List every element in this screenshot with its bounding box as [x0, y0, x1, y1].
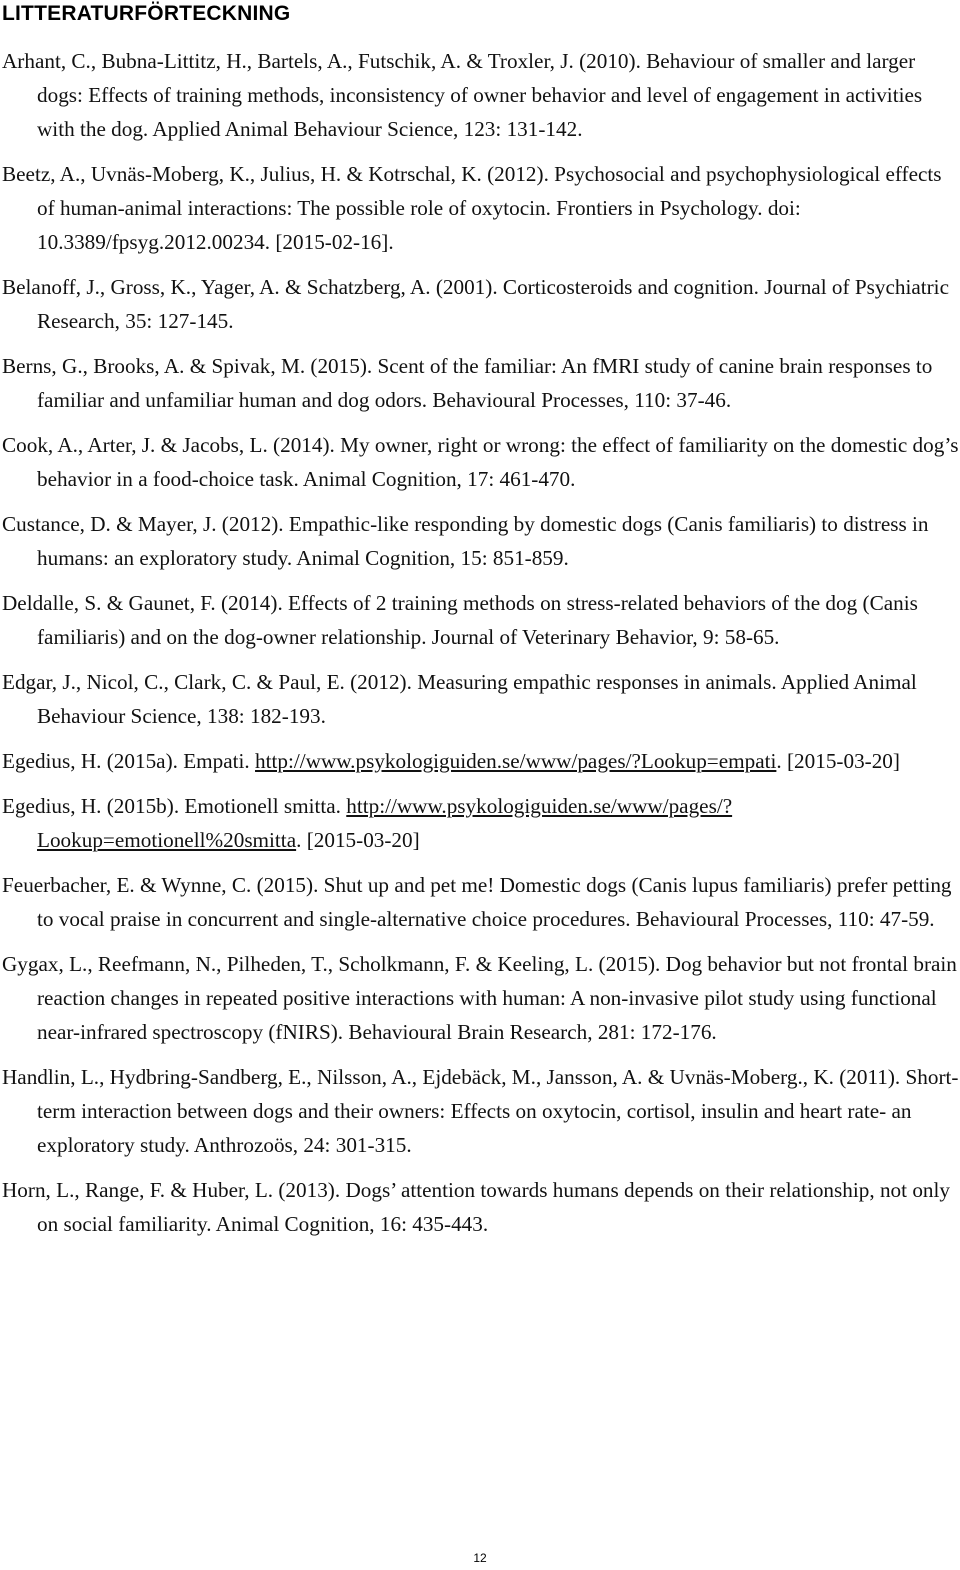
reference-edgar-2012: Edgar, J., Nicol, C., Clark, C. & Paul, E. (2012). Measuring empathic responses in animals. Applied Animal Behaviour Science, 138: 182-193.	[2, 670, 917, 728]
reference-text: . [2015-03-20]	[296, 828, 420, 852]
reference-horn-2013: Horn, L., Range, F. & Huber, L. (2013). Dogs’ attention towards humans depends on their relationship, not only on social familiarity. Animal Cognition, 16: 435-443.	[2, 1178, 950, 1236]
page-heading: LITTERATURFÖRTECKNING	[2, 2, 291, 25]
reference-link-emotionell-smitta[interactable]: http://www.psykologiguiden.se/www/pages/?Lookup=emotionell%20smitta	[37, 794, 733, 852]
reference-text: . [2015-03-20]	[776, 749, 900, 773]
reference-beetz-2012: Beetz, A., Uvnäs-Moberg, K., Julius, H. & Kotrschal, K. (2012). Psychosocial and psychophysiological effects of human-animal interactions: The possible role of oxytocin. Frontiers in Psychology. doi: 10.3389/fpsyg.2012.00234. [2015-02-16].	[2, 162, 942, 254]
reference-belanoff-2001: Belanoff, J., Gross, K., Yager, A. & Schatzberg, A. (2001). Corticosteroids and cognition. Journal of Psychiatric Research, 35: 127-145.	[2, 275, 949, 333]
reference-custance-2012: Custance, D. & Mayer, J. (2012). Empathic-like responding by domestic dogs (Canis familiaris) to distress in humans: an exploratory study. Animal Cognition, 15: 851-859.	[2, 512, 929, 570]
reference-deldalle-2014: Deldalle, S. & Gaunet, F. (2014). Effects of 2 training methods on stress-related behaviors of the dog (Canis familiaris) and on the dog-owner relationship. Journal of Veterinary Behavior, 9: 58-65.	[2, 591, 918, 649]
reference-cook-2014: Cook, A., Arter, J. & Jacobs, L. (2014). My owner, right or wrong: the effect of familiarity on the domestic dog’s behavior in a food-choice task. Animal Cognition, 17: 461-470.	[2, 433, 959, 491]
reference-feuerbacher-2015: Feuerbacher, E. & Wynne, C. (2015). Shut up and pet me! Domestic dogs (Canis lupus familiaris) prefer petting to vocal praise in concurrent and single-alternative choice procedures. Behavioural Processes, 110: 47-59.	[2, 873, 952, 931]
reference-gygax-2015: Gygax, L., Reefmann, N., Pilheden, T., Scholkmann, F. & Keeling, L. (2015). Dog behavior but not frontal brain reaction changes in repeated positive interactions with human: A non-invasive pilot study using functional near-infrared spectroscopy (fNIRS). Behavioural Brain Research, 281: 172-176.	[2, 952, 957, 1044]
reference-arhant-2010: Arhant, C., Bubna-Littitz, H., Bartels, A., Futschik, A. & Troxler, J. (2010). Behaviour of smaller and larger dogs: Effects of training methods, inconsistency of owner behavior and level of engagement in activities with the dog. Applied Animal Behaviour Science, 123: 131-142.	[2, 49, 923, 141]
reference-link-empati[interactable]: http://www.psykologiguiden.se/www/pages/?Lookup=empati	[255, 749, 777, 773]
reference-list	[2, 44, 960, 1252]
reference-egedius-2015a	[2, 744, 960, 778]
reference-berns-2015: Berns, G., Brooks, A. & Spivak, M. (2015). Scent of the familiar: An fMRI study of canine brain responses to familiar and unfamiliar human and dog odors. Behavioural Processes, 110: 37-46.	[2, 354, 933, 412]
reference-handlin-2011: Handlin, L., Hydbring-Sandberg, E., Nilsson, A., Ejdebäck, M., Jansson, A. & Uvnäs-Moberg., K. (2011). Short-term interaction between dogs and their owners: Effects on oxytocin, cortisol, insulin and heart rate- an exploratory study. Anthrozoös, 24: 301-315.	[2, 1065, 959, 1157]
reference-egedius-2015b	[2, 789, 960, 857]
page-number: 12	[473, 1551, 487, 1565]
reference-text: Egedius, H. (2015b). Emotionell smitta.	[2, 794, 347, 818]
reference-text: Egedius, H. (2015a). Empati.	[2, 749, 256, 773]
